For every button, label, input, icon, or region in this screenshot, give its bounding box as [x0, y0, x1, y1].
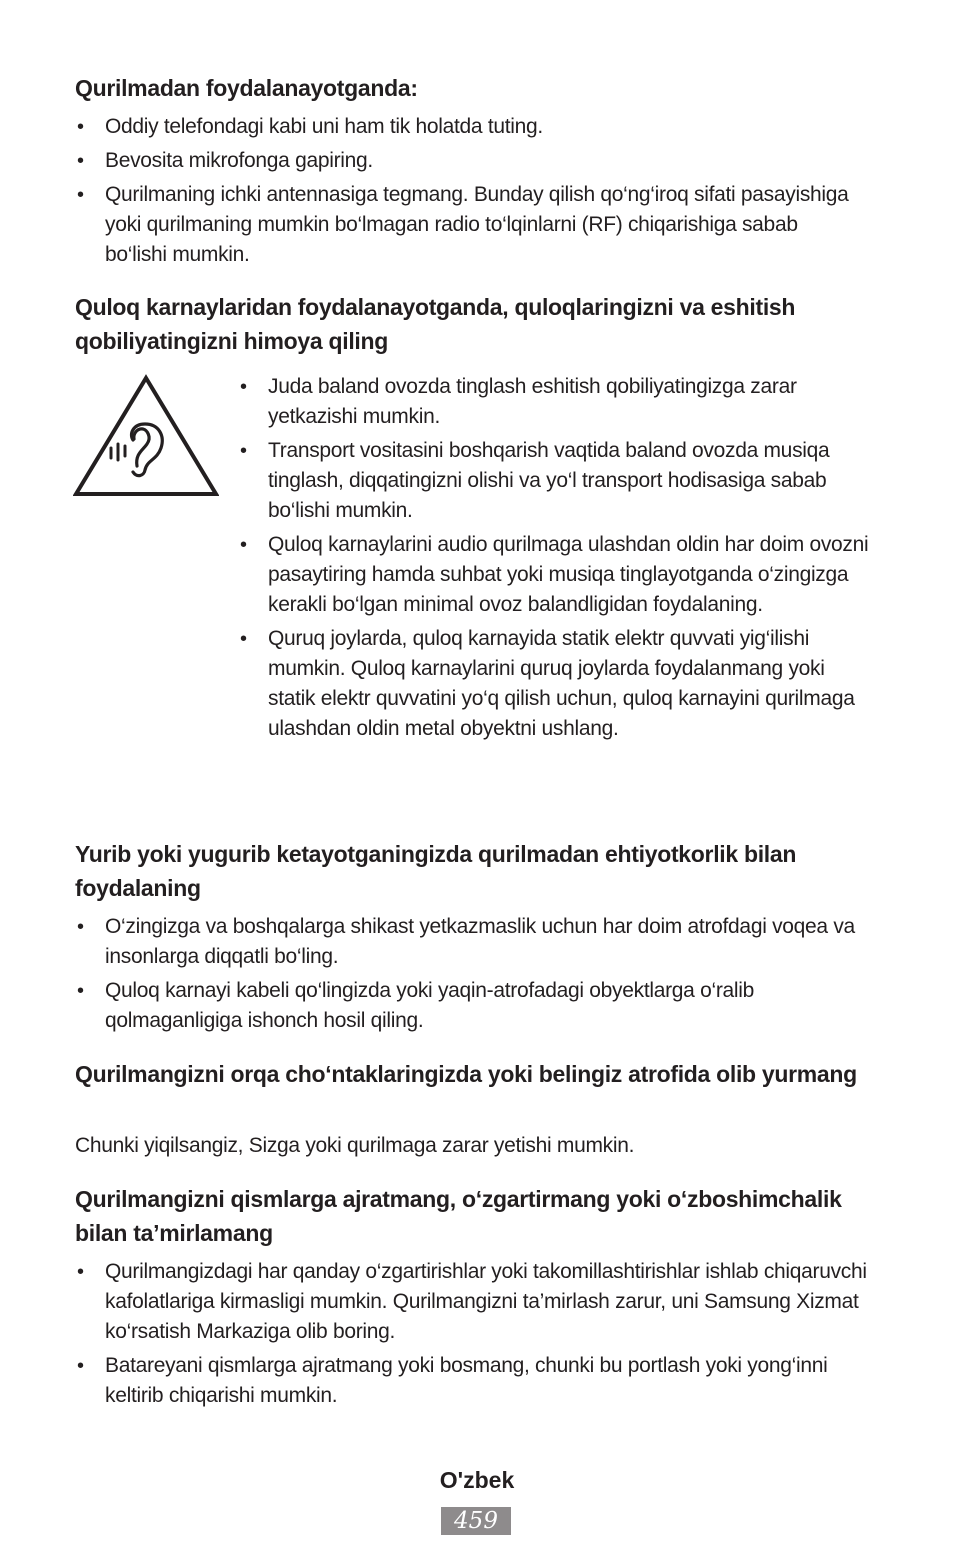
list-item: • O‘zingizga va boshqalarga shikast yetkazmaslik uchun har doim atrofdagi voqea va insonlarga diqqatli bo‘ling.	[75, 912, 865, 972]
footer-language: O'zbek	[439, 1467, 515, 1493]
bullet: •	[77, 916, 84, 938]
list-item: • Batareyani qismlarga ajratmang yoki bosmang, chunki bu portlash yoki yong‘inni keltirib chiqarishi mumkin.	[75, 1351, 867, 1411]
list-item: • Quloq karnaylarini audio qurilmaga ulashdan oldin har doim ovozni pasaytiring hamda suhbat yoki musiqa tinglayotganda o‘zingizga kerakli bo‘lgan minimal ovoz balandligidan foydalaning.	[238, 530, 874, 620]
paragraph-pockets: Chunki yiqilsangiz, Sizga yoki qurilmaga zarar yetishi mumkin.	[75, 1134, 635, 1157]
heading-using-device: Qurilmadan foydalanayotganda:	[75, 75, 418, 101]
bullet: •	[77, 980, 84, 1002]
heading-disassemble: Qurilmangizni qismlarga ajratmang, o‘zgartirmang yoki o‘zboshimchalik bilan ta’mirlamang	[75, 1186, 842, 1246]
list-disassemble	[75, 1257, 867, 1415]
bullet: •	[77, 184, 84, 206]
bullet: •	[77, 150, 84, 172]
list-item: • Quloq karnayi kabeli qo‘lingizda yoki yaqin-atrofadagi obyektlarga o‘ralib qolmaganligiga ishonch hosil qiling.	[75, 976, 865, 1036]
list-item: • Qurilmangizdagi har qanday o‘zgartirishlar yoki takomillashtirishlar ishlab chiqaruvchi kafolatlariga kirmasligi mumkin. Qurilmangizni ta’mirlash zarur, uni Samsung Xizmat ko‘rsatish Markaziga olib boring.	[75, 1257, 867, 1347]
bullet: •	[240, 376, 247, 398]
bullet: •	[77, 116, 84, 138]
bullet: •	[77, 1261, 84, 1283]
list-item: • Bevosita mikrofonga gapiring.	[75, 146, 865, 176]
list-item: • Juda baland ovozda tinglash eshitish qobiliyatingizga zarar yetkazishi mumkin.	[238, 372, 874, 432]
list-item: • Transport vositasini boshqarish vaqtida baland ovozda musiqa tinglash, diqqatingizni olishi va yo‘l transport hodisasiga sabab bo‘lishi mumkin.	[238, 436, 874, 526]
bullet: •	[240, 534, 247, 556]
hearing-warning-icon	[73, 374, 219, 498]
list-walking	[75, 912, 865, 1040]
heading-headphones: Quloq karnaylaridan foydalanayotganda, quloqlaringizni va eshitish qobiliyatingizni himoya qiling	[75, 294, 796, 354]
page-number-badge: 459	[441, 1507, 511, 1535]
list-headphones	[238, 372, 874, 748]
list-item: • Quruq joylarda, quloq karnayida statik elektr quvvati yig‘ilishi mumkin. Quloq karnaylarini quruq joylarda foydalanmang yoki statik elektr quvvatini yo‘q qilish uchun, quloq karnayini qurilmaga ulashdan oldin metal obyektni ushlang.	[238, 624, 874, 744]
heading-walking: Yurib yoki yugurib ketayotganingizda qurilmadan ehtiyotkorlik bilan foydalaning	[75, 841, 797, 901]
list-item: • Qurilmaning ichki antennasiga tegmang. Bunday qilish qo‘ng‘iroq sifati pasayishiga yoki qurilmaning mumkin bo‘lmagan radio to‘lqinlarni (RF) chiqarishiga sabab bo‘lishi mumkin.	[75, 180, 865, 270]
list-item: • Oddiy telefondagi kabi uni ham tik holatda tuting.	[75, 112, 865, 142]
bullet: •	[77, 1355, 84, 1377]
heading-pockets: Qurilmangizni orqa cho‘ntaklaringizda yoki belingiz atrofida olib yurmang	[75, 1061, 857, 1087]
bullet: •	[240, 440, 247, 462]
list-using-device	[75, 112, 865, 274]
bullet: •	[240, 628, 247, 650]
